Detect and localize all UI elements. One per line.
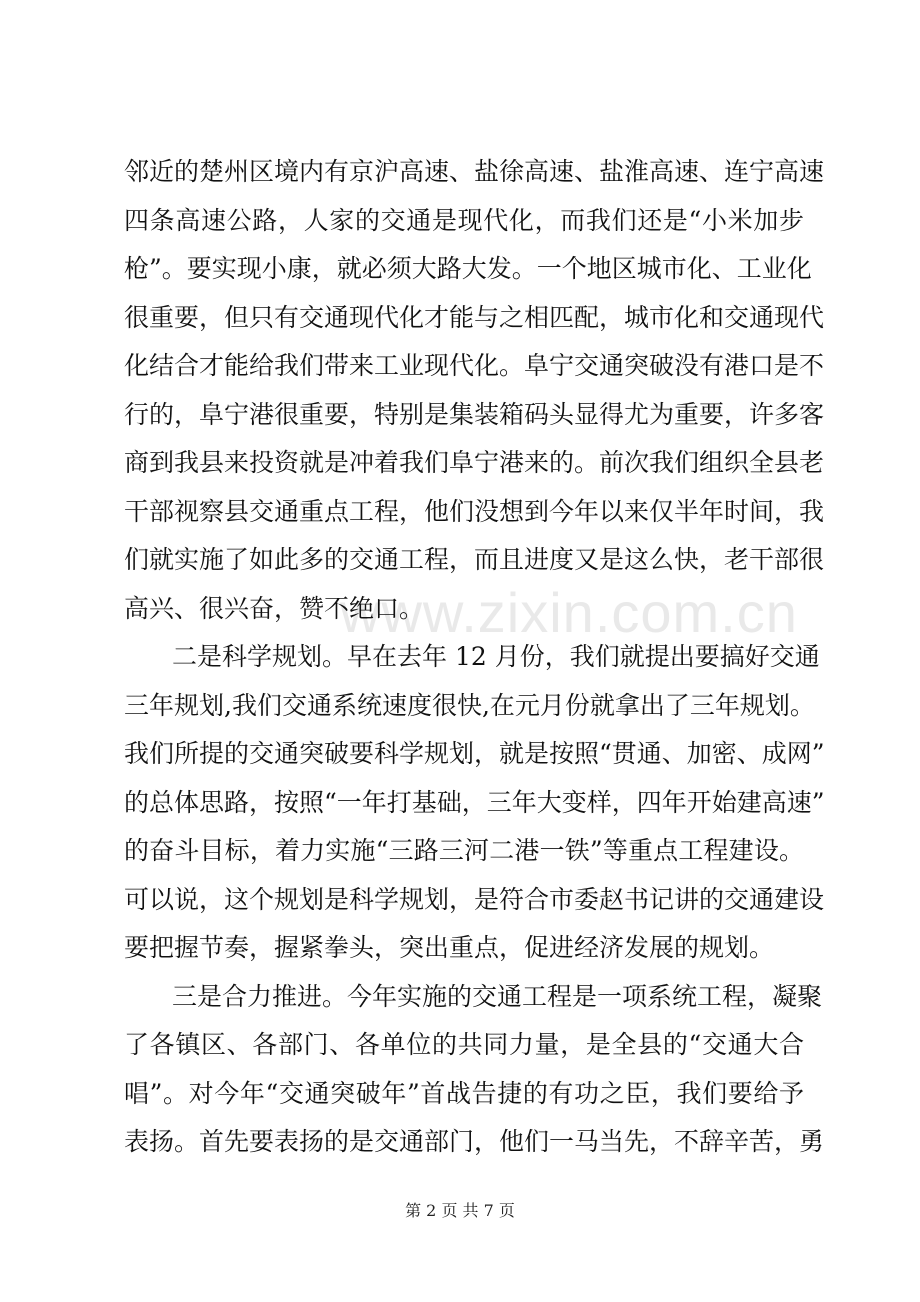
text-line: 干部视察县交通重点工程，他们没想到今年以来仅半年时间，我 [124, 496, 825, 526]
text-line: 邻近的楚州区境内有京沪高速、盐徐高速、盐淮高速、连宁高速 [124, 157, 825, 186]
text-line: 唱”。对今年“交通突破年”首战告捷的有功之臣，我们要给予 [124, 1078, 804, 1108]
text-line: 的奋斗目标，着力实施“三路三河二港一铁”等重点工程建设。 [124, 836, 804, 865]
body-text [124, 148, 825, 1167]
text-line: 的总体思路，按照“一年打基础，三年大变样，四年开始建高速” [124, 787, 825, 817]
text-line: 表扬。首先要表扬的是交通部门，他们一马当先，不辞辛苦，勇 [124, 1127, 825, 1156]
text-line: 了各镇区、各部门、各单位的共同力量，是全县的“交通大合 [124, 1030, 804, 1059]
text-line: 行的，阜宁港很重要，特别是集装箱码头显得尤为重要，许多客 [124, 399, 825, 429]
text-line: 枪”。要实现小康，就必须大路大发。一个地区城市化、工业化 [124, 254, 812, 283]
paragraph-first-line: 二是科学规划。早在去年 12 月份，我们就提出要搞好交通 [172, 642, 820, 671]
watermark: www.zixin.com.cn [340, 581, 798, 644]
text-line: 高兴、很兴奋，赞不绝口。 [124, 593, 425, 623]
text-line: 可以说，这个规划是科学规划，是符合市委赵书记讲的交通建设 [124, 884, 825, 914]
text-line: 我们所提的交通突破要科学规划，就是按照“贯通、加密、成网” [124, 739, 825, 768]
page-number-footer: 第 2 页 共 7 页 [405, 1201, 515, 1220]
paragraph-first-line: 三是合力推进。今年实施的交通工程是一项系统工程，凝聚 [172, 981, 823, 1011]
text-line: 三年规划,我们交通系统速度很快,在元月份就拿出了三年规划。 [124, 690, 815, 720]
text-line: 商到我县来投资就是冲着我们阜宁港来的。前次我们组织全县老 [124, 448, 825, 477]
text-line: 化结合才能给我们带来工业现代化。阜宁交通突破没有港口是不 [124, 351, 825, 380]
text-line: 要把握节奏，握紧拳头，突出重点，促进经济发展的规划。 [124, 933, 775, 962]
text-line: 四条高速公路，人家的交通是现代化，而我们还是“小米加步 [124, 205, 804, 235]
text-line: 们就实施了如此多的交通工程，而且进度又是这么快，老干部很 [124, 545, 825, 574]
text-line: 很重要，但只有交通现代化才能与之相匹配，城市化和交通现代 [124, 302, 825, 332]
